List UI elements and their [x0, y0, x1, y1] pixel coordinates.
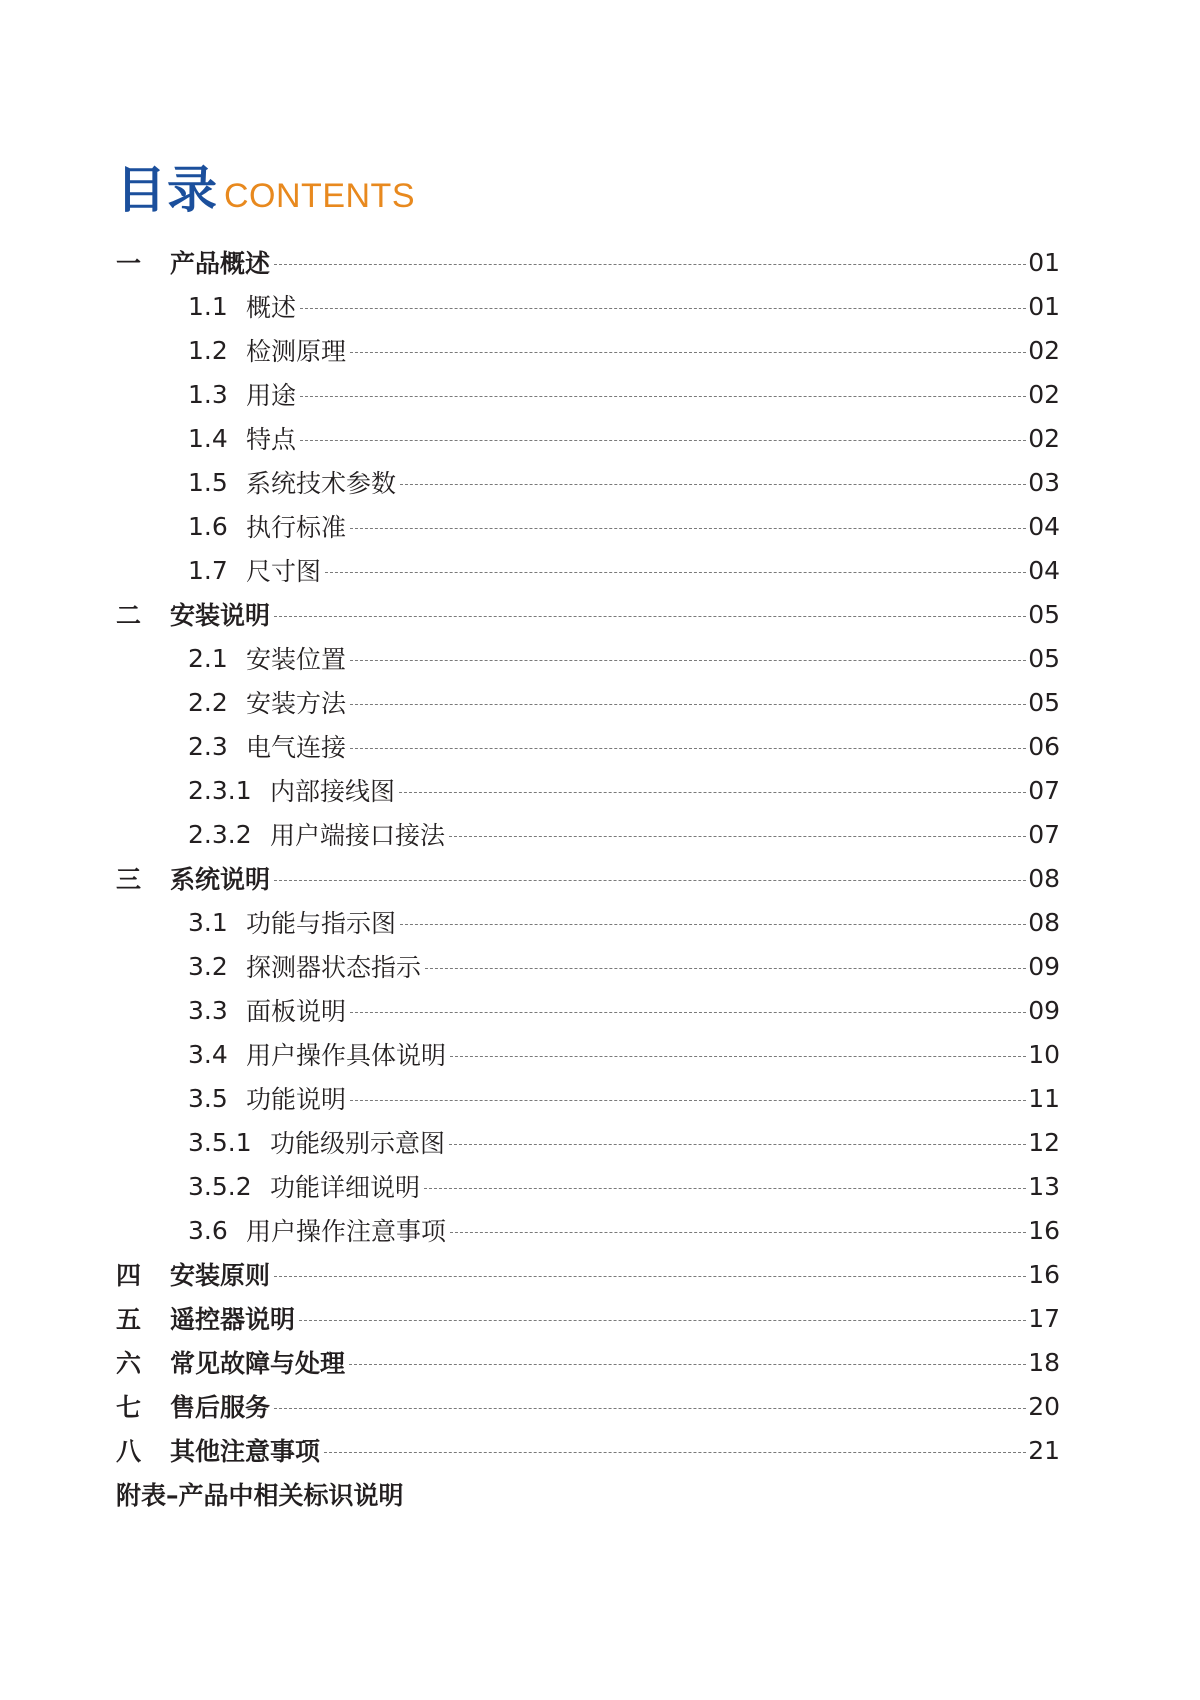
- toc-entry-title: 安装位置: [246, 645, 347, 674]
- toc-entry-title: 产品概述: [170, 249, 271, 278]
- toc-entry-number: 3.5.2: [188, 1171, 252, 1201]
- toc-entry[interactable]: [116, 1384, 1060, 1428]
- toc-entry-page-number: 03: [1028, 467, 1060, 497]
- toc-entry-page-number: 02: [1028, 379, 1060, 409]
- toc-entry-title: 售后服务: [170, 1393, 271, 1422]
- toc-entry[interactable]: [116, 1076, 1060, 1120]
- toc-entry-title: 用户操作具体说明: [246, 1041, 447, 1070]
- toc-entry[interactable]: [116, 900, 1060, 944]
- toc-entry-number: 二: [116, 601, 142, 630]
- page-title-english: CONTENTS: [224, 177, 415, 215]
- dotted-leader: [324, 1452, 1026, 1453]
- toc-entry-title: 安装原则: [170, 1261, 271, 1290]
- toc-entry[interactable]: [116, 944, 1060, 988]
- dotted-leader: [400, 924, 1026, 925]
- toc-entry-title: 安装方法: [246, 689, 347, 718]
- dotted-leader: [300, 440, 1026, 441]
- toc-entry-title: 尺寸图: [246, 557, 322, 586]
- toc-entry-title: 用户端接口接法: [270, 821, 446, 850]
- toc-entry-number: 1.1: [188, 291, 228, 321]
- toc-entry[interactable]: [116, 1472, 1060, 1516]
- dotted-leader: [350, 528, 1026, 529]
- toc-entry[interactable]: [116, 504, 1060, 548]
- dotted-leader: [450, 1232, 1026, 1233]
- page-title: 目录: [116, 161, 218, 219]
- toc-entry-title: 内部接线图: [270, 777, 396, 806]
- toc-entry-page-number: 05: [1028, 599, 1060, 629]
- toc-entry-number: 3.5.1: [188, 1127, 252, 1157]
- toc-entry-title: 检测原理: [246, 337, 347, 366]
- toc-entry-number: 四: [116, 1261, 142, 1290]
- toc-entry-page-number: 13: [1028, 1171, 1060, 1201]
- toc-entry-number: 1.2: [188, 335, 228, 365]
- toc-entry[interactable]: [116, 1120, 1060, 1164]
- toc-entry[interactable]: [116, 460, 1060, 504]
- toc-entry-number: 3.6: [188, 1215, 228, 1245]
- dotted-leader: [449, 1144, 1026, 1145]
- toc-entry[interactable]: [116, 328, 1060, 372]
- toc-entry[interactable]: [116, 680, 1060, 724]
- toc-entry[interactable]: [116, 1208, 1060, 1252]
- toc-entry-page-number: 06: [1028, 731, 1060, 761]
- toc-entry-title: 功能级别示意图: [270, 1129, 446, 1158]
- toc-entry-page-number: 08: [1028, 907, 1060, 937]
- toc-entry-number: 1.3: [188, 379, 228, 409]
- dotted-leader: [274, 264, 1026, 265]
- toc-entry-number: 3.5: [188, 1083, 228, 1113]
- toc-entry-number: 2.1: [188, 643, 228, 673]
- toc-entry[interactable]: [116, 416, 1060, 460]
- dotted-leader: [350, 352, 1026, 353]
- toc-entry-title: 系统说明: [170, 865, 271, 894]
- toc-entry[interactable]: [116, 1252, 1060, 1296]
- toc-entry[interactable]: [116, 548, 1060, 592]
- toc-entry-page-number: 01: [1028, 291, 1060, 321]
- toc-entry-page-number: 04: [1028, 511, 1060, 541]
- toc-entry-number: 一: [116, 249, 142, 278]
- toc-entry[interactable]: [116, 724, 1060, 768]
- dotted-leader: [450, 1056, 1026, 1057]
- toc-entry-number: 2.3.1: [188, 775, 252, 805]
- toc-entry-page-number: 07: [1028, 775, 1060, 805]
- toc-entry-title: 探测器状态指示: [246, 953, 422, 982]
- toc-entry[interactable]: [116, 856, 1060, 900]
- toc-entry-page-number: 08: [1028, 863, 1060, 893]
- toc-entry[interactable]: [116, 768, 1060, 812]
- toc-entry[interactable]: [116, 1032, 1060, 1076]
- toc-entry-page-number: 11: [1028, 1083, 1060, 1113]
- dotted-leader: [300, 308, 1026, 309]
- dotted-leader: [350, 704, 1026, 705]
- toc-entry-title: 电气连接: [246, 733, 347, 762]
- toc-entry-title: 系统技术参数: [246, 469, 397, 498]
- toc-entry[interactable]: [116, 812, 1060, 856]
- toc-entry-number: 1.4: [188, 423, 228, 453]
- dotted-leader: [399, 792, 1026, 793]
- toc-entry-number: 3.2: [188, 951, 228, 981]
- toc-entry-page-number: 16: [1028, 1259, 1060, 1289]
- toc-entry-number: 1.5: [188, 467, 228, 497]
- dotted-leader: [274, 1408, 1026, 1409]
- toc-entry-number: 六: [116, 1349, 142, 1378]
- dotted-leader: [349, 1364, 1026, 1365]
- toc-entry-title: 概述: [246, 293, 297, 322]
- toc-entry[interactable]: [116, 988, 1060, 1032]
- toc-entry-title: 功能详细说明: [270, 1173, 421, 1202]
- dotted-leader: [449, 836, 1026, 837]
- toc-entry-page-number: 02: [1028, 335, 1060, 365]
- dotted-leader: [325, 572, 1026, 573]
- dotted-leader: [425, 968, 1026, 969]
- toc-entry[interactable]: [116, 1340, 1060, 1384]
- toc-entry-page-number: 04: [1028, 555, 1060, 585]
- toc-entry-number: 三: [116, 865, 142, 894]
- toc-entry-title: 其他注意事项: [170, 1437, 321, 1466]
- toc-entry-number: 八: [116, 1437, 142, 1466]
- toc-entry-page-number: 09: [1028, 951, 1060, 981]
- toc-entry-page-number: 20: [1028, 1391, 1060, 1421]
- toc-entry-title: 执行标准: [246, 513, 347, 542]
- dotted-leader: [300, 396, 1026, 397]
- toc-entry-page-number: 07: [1028, 819, 1060, 849]
- toc-entry-title: 常见故障与处理: [170, 1349, 346, 1378]
- toc-entry-title: 功能说明: [246, 1085, 347, 1114]
- dotted-leader: [350, 1012, 1026, 1013]
- toc-entry-page-number: 05: [1028, 687, 1060, 717]
- toc-entry-number: 2.3: [188, 731, 228, 761]
- toc-entry-page-number: 05: [1028, 643, 1060, 673]
- toc-entry-number: 1.7: [188, 555, 228, 585]
- toc-entry-page-number: 21: [1028, 1435, 1060, 1465]
- toc-entry-page-number: 16: [1028, 1215, 1060, 1245]
- toc-entry-title: 功能与指示图: [246, 909, 397, 938]
- toc-entry-page-number: 09: [1028, 995, 1060, 1025]
- toc-entry[interactable]: [116, 240, 1060, 284]
- toc-entry-number: 五: [116, 1305, 142, 1334]
- toc-entry-title: 安装说明: [170, 601, 271, 630]
- toc-entry[interactable]: [116, 636, 1060, 680]
- toc-entry-number: 七: [116, 1393, 142, 1422]
- toc-entry[interactable]: [116, 1164, 1060, 1208]
- toc-entry[interactable]: [116, 284, 1060, 328]
- dotted-leader: [350, 1100, 1026, 1101]
- toc-entry-title: 附表–产品中相关标识说明: [116, 1481, 404, 1510]
- dotted-leader: [400, 484, 1026, 485]
- toc-entry[interactable]: [116, 372, 1060, 416]
- toc-entry-number: 1.6: [188, 511, 228, 541]
- dotted-leader: [424, 1188, 1026, 1189]
- toc-entry[interactable]: [116, 592, 1060, 636]
- toc-entry-title: 用途: [246, 381, 297, 410]
- dotted-leader: [274, 1276, 1026, 1277]
- toc-entry-number: 3.1: [188, 907, 228, 937]
- toc-entry-page-number: 02: [1028, 423, 1060, 453]
- toc-entry-title: 遥控器说明: [170, 1305, 296, 1334]
- toc-entry[interactable]: [116, 1296, 1060, 1340]
- toc-header: [116, 150, 415, 219]
- toc-entry[interactable]: [116, 1428, 1060, 1472]
- toc-entry-number: 3.4: [188, 1039, 228, 1069]
- dotted-leader: [274, 880, 1026, 881]
- toc-entry-page-number: 01: [1028, 247, 1060, 277]
- toc-entry-number: 2.3.2: [188, 819, 252, 849]
- toc-entry-title: 特点: [246, 425, 297, 454]
- toc-entry-page-number: 18: [1028, 1347, 1060, 1377]
- dotted-leader: [274, 616, 1026, 617]
- toc-entry-number: 2.2: [188, 687, 228, 717]
- table-of-contents: [116, 240, 1060, 1516]
- dotted-leader: [350, 748, 1026, 749]
- toc-entry-title: 用户操作注意事项: [246, 1217, 447, 1246]
- toc-entry-page-number: 12: [1028, 1127, 1060, 1157]
- toc-entry-page-number: 10: [1028, 1039, 1060, 1069]
- dotted-leader: [350, 660, 1026, 661]
- toc-entry-number: 3.3: [188, 995, 228, 1025]
- toc-entry-title: 面板说明: [246, 997, 347, 1026]
- toc-entry-page-number: 17: [1028, 1303, 1060, 1333]
- dotted-leader: [299, 1320, 1026, 1321]
